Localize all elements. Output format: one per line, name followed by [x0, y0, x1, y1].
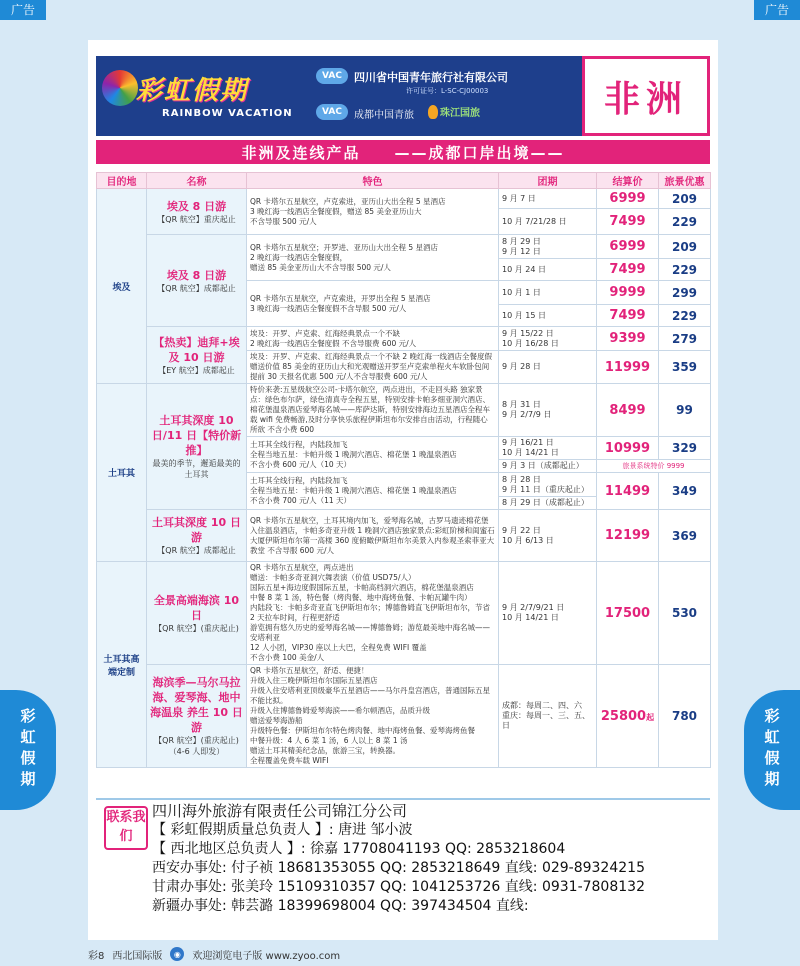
table-row [97, 665, 711, 768]
vac-logo-icon: VAC [316, 68, 348, 84]
product-title: 土耳其深度 10 日游 [152, 516, 241, 544]
contact-xinjiang-office: 新疆办事处: 韩芸潞 18399698004 QQ: 397434504 直线: [152, 898, 529, 914]
footer-website: 欢迎浏览电子版 www.zyoo.com [192, 950, 341, 962]
product-name [147, 562, 247, 665]
product-feature: 埃及：开罗、卢克索、红海经典景点一个不缺 2 晚红海一线酒店全餐度假 赠送价值 85 美金的亚历山大和光观赠送开罗至卢克索单程火车软卧包间提前 30 天报名优惠 500 元/人不含导服费 600 元/人 [247, 351, 499, 384]
discount: 780 [659, 665, 711, 768]
price [597, 665, 659, 768]
discount: 99 [659, 384, 711, 437]
product-name [147, 665, 247, 768]
contact-quality-lead: 【 彩虹假期质量总负责人 】: 唐进 邹小波 [152, 822, 413, 838]
tour-date: 8 月 28 日 9 月 11 日（重庆起止） [499, 473, 597, 497]
tour-date: 8 月 29 日（成都起止） [499, 497, 597, 510]
company-name: 四川省中国青年旅行社有限公司 [354, 71, 508, 84]
dest-turkey-custom: 土耳其高端定制 [97, 562, 147, 768]
contact-northwest-lead: 【 西北地区总负责人 】: 徐嘉 17708041193 QQ: 2853218604 [152, 841, 566, 857]
product-airline: 【EY 航空】成都起止 [158, 365, 235, 375]
tour-date: 8 月 29 日 9 月 12 日 [499, 235, 597, 259]
product-airline: 【QR 航空】重庆起止 [157, 214, 236, 224]
page-number: 彩8 [88, 950, 105, 962]
price: 11499 [597, 473, 659, 510]
product-feature: 土耳其全线行程，内陆段加飞 全程当地五星：卡帕升级 1 晚洞穴酒店、棉花堡 1 晚温泉酒店 不含小费 600 元/人（10 天） [247, 437, 499, 473]
product-title: 海滨季—马尔马拉海、爱琴海、地中海温泉 养生 10 日游 [150, 676, 243, 734]
table-row [97, 510, 711, 562]
product-feature: QR 卡塔尔五星航空，土耳其境内加飞，爱琴海名城，古罗马遗迹棉花堡入住温泉酒店，卡帕多奇亚升级 1 晚洞穴酒店独家景点:彩虹阶梯和闺蜜石大厦伊斯坦布尔第一高楼 360 度俯瞰伊斯坦布尔美景入内参观圣索菲亚大教堂 不含导服 600 元/人 [247, 510, 499, 562]
discount: 530 [659, 562, 711, 665]
sub-banner: 非洲及连线产品 ——成都口岸出境—— [96, 140, 710, 164]
section-name: 西北国际版 [112, 950, 163, 962]
price: 9999 [597, 281, 659, 305]
rainbow-logo [96, 56, 316, 136]
tour-date: 9 月 15/22 日 10 月 16/28 日 [499, 327, 597, 351]
tour-date: 9 月 3 日（成都起止） [499, 460, 597, 473]
product-feature: QR 卡塔尔五星航空，卢克索进，亚历山大出全程 5 星酒店 3 晚红海一线酒店全餐度假，赠送 85 美金亚历山大 不含导服 500 元/人 [247, 189, 499, 235]
price-suffix: 起 [646, 712, 655, 722]
product-airline: 最美的季节，邂逅最美的土耳其 [152, 459, 241, 479]
discount: 209 [659, 189, 711, 209]
col-name: 名称 [147, 173, 247, 189]
table-header-row [97, 173, 711, 189]
page-footer [88, 944, 718, 964]
discount: 369 [659, 510, 711, 562]
col-feature: 特色 [247, 173, 499, 189]
dest-egypt: 埃及 [97, 189, 147, 384]
destination-title: 非洲 [582, 56, 710, 136]
tour-date: 8 月 31 日 9 月 2/7/9 日 [499, 384, 597, 437]
discount: 349 [659, 473, 711, 510]
ad-label-right: 广告 [754, 0, 800, 20]
price: 10999 [597, 437, 659, 460]
contact-company: 四川海外旅游有限责任公司锦江分公司 [152, 802, 408, 820]
product-title: 埃及 8 日游 [166, 199, 227, 213]
product-title: 埃及 8 日游 [166, 268, 227, 282]
product-name [147, 510, 247, 562]
discount: 229 [659, 305, 711, 327]
discount: 279 [659, 327, 711, 351]
flame-icon [428, 105, 438, 119]
product-name [147, 327, 247, 384]
contact-xian-office: 西安办事处: 付子祯 18681353055 QQ: 2853218649 直线: 029-89324215 [152, 860, 645, 876]
product-title: 全景高端海滨 10 日 [153, 593, 240, 622]
table-row [97, 327, 711, 351]
price: 12199 [597, 510, 659, 562]
price: 9399 [597, 327, 659, 351]
tour-date: 9 月 22 日 10 月 6/13 日 [499, 510, 597, 562]
logo-subtitle: RAINBOW VACATION [162, 108, 293, 119]
discount: 329 [659, 437, 711, 460]
side-tab-right: 彩虹假期 [744, 690, 800, 810]
company-block [316, 56, 526, 136]
product-feature: QR 卡塔尔五星航空；开罗进、亚历山大出全程 5 星酒店 2 晚红海一线酒店全餐度假， 赠送 85 美金亚历山大不含导服 500 元/人 [247, 235, 499, 281]
header-banner [96, 56, 710, 136]
price: 17500 [597, 562, 659, 665]
discount: 299 [659, 281, 711, 305]
product-table [96, 172, 711, 768]
product-airline: 【QR 航空】成都起止 [157, 283, 236, 293]
product-airline: 【QR 航空】成都起止 [157, 546, 236, 555]
price: 7499 [597, 209, 659, 235]
side-tab-left: 彩虹假期 [0, 690, 56, 810]
table-row [97, 384, 711, 437]
table-row [97, 562, 711, 665]
tour-date: 成都：每周二、四、六 重庆：每周一、三、五、日 [499, 665, 597, 768]
ad-label-left: 广告 [0, 0, 46, 20]
table-row [97, 189, 711, 209]
tour-date: 9 月 28 日 [499, 351, 597, 384]
rainbow-icon [102, 70, 138, 106]
product-airline: 【QR 航空】(重庆起止) [154, 623, 239, 633]
logo-title: 彩虹假期 [136, 76, 249, 106]
price-note: 旅景系统特价 9999 [597, 460, 711, 473]
product-name [147, 235, 247, 327]
product-airline: 【QR 航空】(重庆起止)（4-6 人即发） [154, 736, 239, 756]
tour-date: 10 月 1 日 [499, 281, 597, 305]
col-discount: 旅景优惠 [659, 173, 711, 189]
licence-number: 许可证号：L-SC-CJ00003 [406, 87, 489, 95]
price: 7499 [597, 305, 659, 327]
product-feature: QR 卡塔尔五星航空，两点进出 赠送：卡帕多奇亚洞穴舞表演（价值 USD75/人） 国际五星+海边度假国际五星，卡帕高档洞穴酒店，棉花堡温泉酒店 中餐 8 菜 1 汤，特色餐（烤肉餐、地中海烤鱼餐、卡帕瓦罐牛肉） 内陆段飞：卡帕多奇亚直飞伊斯坦布尔；博德鲁姆直飞伊斯坦布尔，节省 2 天拉车时间，行程更舒适 游览拥有悠久历史的爱琴海名城——博德鲁姆；游览最美地中海名城——安塔利亚 12 人小团，VIP30 座以上大巴，全程免费 WIFI 覆盖 不含小费 100 美金/人 [247, 562, 499, 665]
vac-logo-icon-2: VAC [316, 104, 348, 120]
price: 6999 [597, 235, 659, 259]
contact-gansu-office: 甘肃办事处: 张美玲 15109310357 QQ: 1041253726 直线: 0931-7808132 [152, 879, 645, 895]
tour-date: 9 月 2/7/9/21 日 10 月 14/21 日 [499, 562, 597, 665]
col-dest: 目的地 [97, 173, 147, 189]
tour-date: 9 月 16/21 日 10 月 14/21 日 [499, 437, 597, 460]
product-title: 【热卖】迪拜+埃及 10 日游 [153, 335, 240, 364]
tour-date: 10 月 24 日 [499, 259, 597, 281]
discount: 209 [659, 235, 711, 259]
product-name [147, 384, 247, 510]
ad-sheet [88, 40, 718, 940]
dest-turkey: 土耳其 [97, 384, 147, 562]
contact-lines [152, 802, 710, 916]
product-feature: QR 卡塔尔五星航空，舒适、便捷！ 升级入住三晚伊斯坦布尔国际五星酒店 升级入住安塔利亚顶级豪华五星酒店——马尔丹皇宫酒店，普通国际五星不能比拟。 升级入住博德鲁姆爱琴海滨——希尔顿酒店，品质升级 赠送爱琴海游船 升级特色餐：伊斯坦布尔特色烤肉餐、地中海烤鱼餐、爱琴海烤鱼餐 中餐升级：4 人 6 菜 1 汤，6 人以上 8 菜 1 汤 赠送土耳其精美纪念品，旅游三宝，转换器。 全程覆盖免费车载 WIFI [247, 665, 499, 768]
price: 7499 [597, 259, 659, 281]
tour-date: 10 月 15 日 [499, 305, 597, 327]
col-dates: 团期 [499, 173, 597, 189]
price-value: 25800 [600, 708, 647, 724]
discount: 229 [659, 209, 711, 235]
product-feature: QR 卡塔尔五星航空，卢克索进，开罗出全程 5 星酒店 3 晚红海一线酒店全餐度假不含导服 500 元/人 [247, 281, 499, 327]
tour-date: 9 月 7 日 [499, 189, 597, 209]
product-title: 土耳其深度 10 日/11 日【特价新推】 [151, 414, 242, 457]
discount: 359 [659, 351, 711, 384]
product-feature: 土耳其全线行程，内陆段加飞 全程当地五星：卡帕升级 1 晚洞穴酒店、棉花堡 1 晚温泉酒店 不含小费 700 元/人（11 天） [247, 473, 499, 510]
union-brand: 珠江国旅 [440, 108, 480, 119]
tour-date: 10 月 7/21/28 日 [499, 209, 597, 235]
col-price: 结算价 [597, 173, 659, 189]
contact-section [96, 798, 710, 928]
table-row [97, 235, 711, 259]
price: 11999 [597, 351, 659, 384]
product-feature: 埃及：开罗、卢克索、红海经典景点一个不缺 2 晚红海一线酒店全餐度假 不含导服费 600 元/人 [247, 327, 499, 351]
globe-icon: ◉ [170, 947, 184, 961]
price: 6999 [597, 189, 659, 209]
youth-travel-name: 成都中国青旅 [354, 110, 414, 121]
contact-badge: 联系我们 [104, 806, 148, 850]
price: 8499 [597, 384, 659, 437]
product-feature: 特价来袭:五星级航空公司-卡塔尔航空，两点进出，不走回头路 独家景点：绿色布尔萨，绿色清真寺全程五星，特别安排卡帕多细亚洞穴酒店、棉花堡温泉酒店爱琴海名城——库萨达斯，特别安排海边五星酒店全程车载 wifi 免费畅游,及时分享快乐旅程伊斯坦布尔安排自由活动，行程随心所欲 不含小费 600 [247, 384, 499, 437]
product-name [147, 189, 247, 235]
discount: 229 [659, 259, 711, 281]
